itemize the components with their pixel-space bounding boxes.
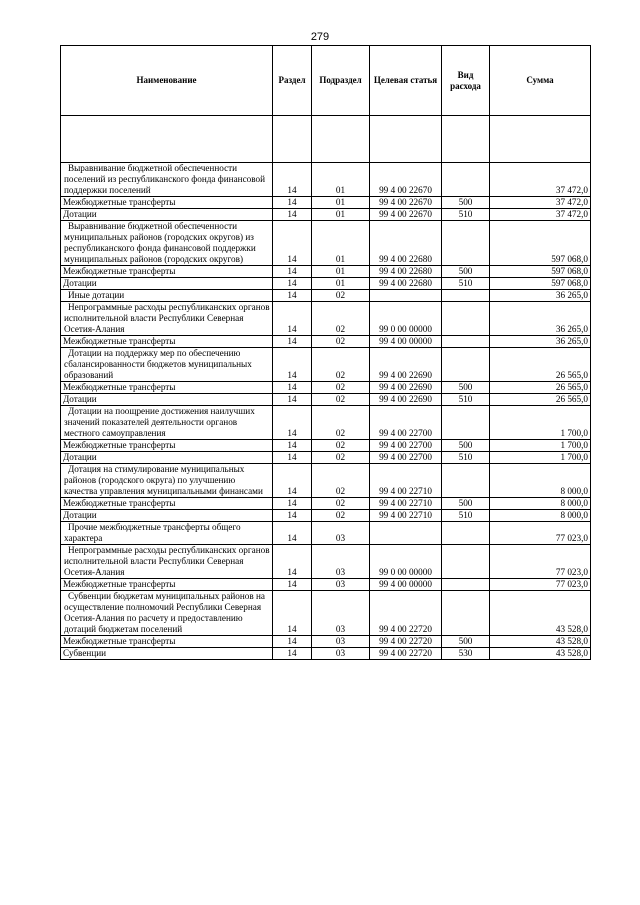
- table-row: [61, 510, 591, 522]
- cell-section: 14: [273, 382, 312, 394]
- cell-section: 14: [273, 348, 312, 382]
- cell-target: 99 4 00 00000: [370, 336, 442, 348]
- cell-section: 14: [273, 591, 312, 636]
- table-row: [61, 302, 591, 336]
- budget-table: [60, 45, 591, 660]
- cell-type: [442, 221, 490, 266]
- cell-sum: 37 472,0: [490, 163, 591, 197]
- cell-subsection: 03: [312, 545, 370, 579]
- cell-name: Межбюджетные трансферты: [61, 382, 273, 394]
- table-row: [61, 591, 591, 636]
- cell-sum: 43 528,0: [490, 648, 591, 660]
- cell-sum: 77 023,0: [490, 545, 591, 579]
- cell-sum: 36 265,0: [490, 290, 591, 302]
- cell-type: [442, 464, 490, 498]
- cell-type: 500: [442, 382, 490, 394]
- table-row: [61, 221, 591, 266]
- cell-section: 14: [273, 302, 312, 336]
- cell-subsection: 01: [312, 266, 370, 278]
- cell-section: 14: [273, 510, 312, 522]
- cell-name: Дотации на поощрение достижения наилучших значений показателей деятельности органов местного самоуправления: [61, 406, 273, 440]
- cell-name: Непрограммные расходы республиканских органов исполнительной власти Республики Северная Осетия-Алания: [61, 545, 273, 579]
- cell-name: Субвенции бюджетам муниципальных районов на осуществление полномочий Республики Северная Осетия-Алания по расчету и предоставлению дотаций бюджетам поселений: [61, 591, 273, 636]
- spacer-cell: [490, 116, 591, 163]
- table-row: [61, 452, 591, 464]
- cell-type: [442, 545, 490, 579]
- cell-subsection: 03: [312, 648, 370, 660]
- cell-sum: 597 068,0: [490, 266, 591, 278]
- cell-sum: 37 472,0: [490, 209, 591, 221]
- cell-target: 99 4 00 22710: [370, 498, 442, 510]
- cell-subsection: 01: [312, 278, 370, 290]
- cell-sum: 26 565,0: [490, 348, 591, 382]
- cell-target: 99 4 00 22680: [370, 266, 442, 278]
- cell-section: 14: [273, 579, 312, 591]
- cell-section: 14: [273, 545, 312, 579]
- cell-sum: 36 265,0: [490, 336, 591, 348]
- table-row: [61, 266, 591, 278]
- cell-section: 14: [273, 440, 312, 452]
- cell-type: [442, 348, 490, 382]
- cell-target: 99 4 00 22710: [370, 464, 442, 498]
- cell-section: 14: [273, 522, 312, 545]
- cell-type: [442, 163, 490, 197]
- cell-type: [442, 302, 490, 336]
- cell-name: Межбюджетные трансферты: [61, 440, 273, 452]
- table-row: [61, 336, 591, 348]
- cell-sum: 8 000,0: [490, 464, 591, 498]
- col-header-sum: Сумма: [490, 46, 591, 116]
- cell-subsection: 02: [312, 498, 370, 510]
- cell-type: 500: [442, 440, 490, 452]
- cell-name: Межбюджетные трансферты: [61, 197, 273, 209]
- cell-section: 14: [273, 648, 312, 660]
- cell-sum: 77 023,0: [490, 579, 591, 591]
- cell-target: 99 0 00 00000: [370, 545, 442, 579]
- cell-name: Межбюджетные трансферты: [61, 636, 273, 648]
- cell-section: 14: [273, 464, 312, 498]
- header-row: [61, 46, 591, 116]
- cell-type: 500: [442, 636, 490, 648]
- cell-name: Дотации: [61, 209, 273, 221]
- spacer-row: [61, 116, 591, 163]
- cell-name: Межбюджетные трансферты: [61, 336, 273, 348]
- cell-sum: 597 068,0: [490, 221, 591, 266]
- cell-target: [370, 522, 442, 545]
- table-row: [61, 348, 591, 382]
- cell-section: 14: [273, 336, 312, 348]
- cell-name: Прочие межбюджетные трансферты общего характера: [61, 522, 273, 545]
- cell-target: 99 4 00 22710: [370, 510, 442, 522]
- cell-name: Межбюджетные трансферты: [61, 579, 273, 591]
- cell-type: 500: [442, 498, 490, 510]
- cell-sum: 37 472,0: [490, 197, 591, 209]
- cell-subsection: 01: [312, 221, 370, 266]
- cell-subsection: 03: [312, 591, 370, 636]
- cell-target: 99 4 00 22680: [370, 221, 442, 266]
- cell-target: 99 4 00 22690: [370, 348, 442, 382]
- cell-target: 99 4 00 00000: [370, 579, 442, 591]
- cell-name: Дотации: [61, 278, 273, 290]
- cell-target: 99 4 00 22700: [370, 452, 442, 464]
- cell-name: Непрограммные расходы республиканских органов исполнительной власти Республики Северная Осетия-Алания: [61, 302, 273, 336]
- table-row: [61, 579, 591, 591]
- cell-subsection: 02: [312, 464, 370, 498]
- cell-type: 500: [442, 197, 490, 209]
- cell-target: [370, 290, 442, 302]
- cell-sum: 1 700,0: [490, 440, 591, 452]
- cell-sum: 26 565,0: [490, 382, 591, 394]
- cell-sum: 26 565,0: [490, 394, 591, 406]
- cell-name: Межбюджетные трансферты: [61, 498, 273, 510]
- cell-type: [442, 591, 490, 636]
- cell-name: Дотация на стимулирование муниципальных районов (городского округа) по улучшению качества управления муниципальными финансами: [61, 464, 273, 498]
- cell-sum: 8 000,0: [490, 510, 591, 522]
- cell-target: 99 4 00 22700: [370, 406, 442, 440]
- cell-section: 14: [273, 221, 312, 266]
- table-row: [61, 197, 591, 209]
- cell-target: 99 4 00 22690: [370, 394, 442, 406]
- cell-type: 510: [442, 510, 490, 522]
- cell-name: Иные дотации: [61, 290, 273, 302]
- cell-subsection: 02: [312, 510, 370, 522]
- spacer-cell: [442, 116, 490, 163]
- cell-target: 99 4 00 22680: [370, 278, 442, 290]
- cell-section: 14: [273, 452, 312, 464]
- cell-subsection: 02: [312, 336, 370, 348]
- cell-type: [442, 336, 490, 348]
- table-row: [61, 522, 591, 545]
- table-row: [61, 440, 591, 452]
- cell-section: 14: [273, 406, 312, 440]
- cell-section: 14: [273, 290, 312, 302]
- cell-name: Дотации: [61, 510, 273, 522]
- cell-target: 99 0 00 00000: [370, 302, 442, 336]
- cell-subsection: 02: [312, 440, 370, 452]
- cell-section: 14: [273, 498, 312, 510]
- cell-subsection: 01: [312, 197, 370, 209]
- cell-type: [442, 406, 490, 440]
- cell-sum: 8 000,0: [490, 498, 591, 510]
- table-row: [61, 163, 591, 197]
- col-header-name: Наименование: [61, 46, 273, 116]
- cell-subsection: 02: [312, 348, 370, 382]
- cell-name: Дотации на поддержку мер по обеспечению сбалансированности бюджетов муниципальных образований: [61, 348, 273, 382]
- table-row: [61, 498, 591, 510]
- table-row: [61, 394, 591, 406]
- cell-type: 500: [442, 266, 490, 278]
- col-header-target: Целевая статья: [370, 46, 442, 116]
- page-number: 279: [310, 31, 330, 43]
- cell-section: 14: [273, 394, 312, 406]
- spacer-cell: [370, 116, 442, 163]
- cell-type: [442, 579, 490, 591]
- cell-sum: 77 023,0: [490, 522, 591, 545]
- spacer-cell: [312, 116, 370, 163]
- cell-subsection: 02: [312, 394, 370, 406]
- cell-subsection: 03: [312, 522, 370, 545]
- cell-sum: 43 528,0: [490, 636, 591, 648]
- cell-subsection: 01: [312, 163, 370, 197]
- cell-section: 14: [273, 163, 312, 197]
- cell-section: 14: [273, 636, 312, 648]
- cell-subsection: 02: [312, 406, 370, 440]
- cell-name: Субвенции: [61, 648, 273, 660]
- cell-subsection: 02: [312, 302, 370, 336]
- col-header-type: Вид расхода: [442, 46, 490, 116]
- spacer-cell: [61, 116, 273, 163]
- cell-sum: 597 068,0: [490, 278, 591, 290]
- col-header-subsection: Подраздел: [312, 46, 370, 116]
- table-row: [61, 290, 591, 302]
- table-row: [61, 636, 591, 648]
- cell-type: 510: [442, 452, 490, 464]
- cell-name: Выравнивание бюджетной обеспеченности поселений из республиканского фонда финансовой поддержки поселений: [61, 163, 273, 197]
- cell-subsection: 03: [312, 579, 370, 591]
- cell-sum: 1 700,0: [490, 406, 591, 440]
- cell-target: 99 4 00 22700: [370, 440, 442, 452]
- cell-name: Межбюджетные трансферты: [61, 266, 273, 278]
- table-row: [61, 648, 591, 660]
- cell-target: 99 4 00 22720: [370, 591, 442, 636]
- cell-type: [442, 522, 490, 545]
- cell-subsection: 02: [312, 382, 370, 394]
- table-row: [61, 545, 591, 579]
- cell-sum: 1 700,0: [490, 452, 591, 464]
- table-row: [61, 464, 591, 498]
- cell-name: Выравнивание бюджетной обеспеченности муниципальных районов (городских округов) из республиканского фонда финансовой поддержки муниципальных районов (городских округов): [61, 221, 273, 266]
- table-row: [61, 406, 591, 440]
- cell-type: 510: [442, 209, 490, 221]
- cell-type: 530: [442, 648, 490, 660]
- spacer-cell: [273, 116, 312, 163]
- cell-name: Дотации: [61, 452, 273, 464]
- table-row: [61, 209, 591, 221]
- cell-name: Дотации: [61, 394, 273, 406]
- cell-target: 99 4 00 22720: [370, 636, 442, 648]
- cell-subsection: 02: [312, 290, 370, 302]
- cell-type: 510: [442, 278, 490, 290]
- cell-section: 14: [273, 197, 312, 209]
- cell-target: 99 4 00 22670: [370, 163, 442, 197]
- cell-section: 14: [273, 278, 312, 290]
- table-row: [61, 278, 591, 290]
- cell-section: 14: [273, 266, 312, 278]
- cell-target: 99 4 00 22720: [370, 648, 442, 660]
- cell-sum: 36 265,0: [490, 302, 591, 336]
- cell-subsection: 01: [312, 209, 370, 221]
- cell-section: 14: [273, 209, 312, 221]
- cell-subsection: 02: [312, 452, 370, 464]
- cell-target: 99 4 00 22690: [370, 382, 442, 394]
- col-header-section: Раздел: [273, 46, 312, 116]
- cell-target: 99 4 00 22670: [370, 197, 442, 209]
- cell-target: 99 4 00 22670: [370, 209, 442, 221]
- cell-type: [442, 290, 490, 302]
- cell-type: 510: [442, 394, 490, 406]
- cell-sum: 43 528,0: [490, 591, 591, 636]
- cell-subsection: 03: [312, 636, 370, 648]
- table-row: [61, 382, 591, 394]
